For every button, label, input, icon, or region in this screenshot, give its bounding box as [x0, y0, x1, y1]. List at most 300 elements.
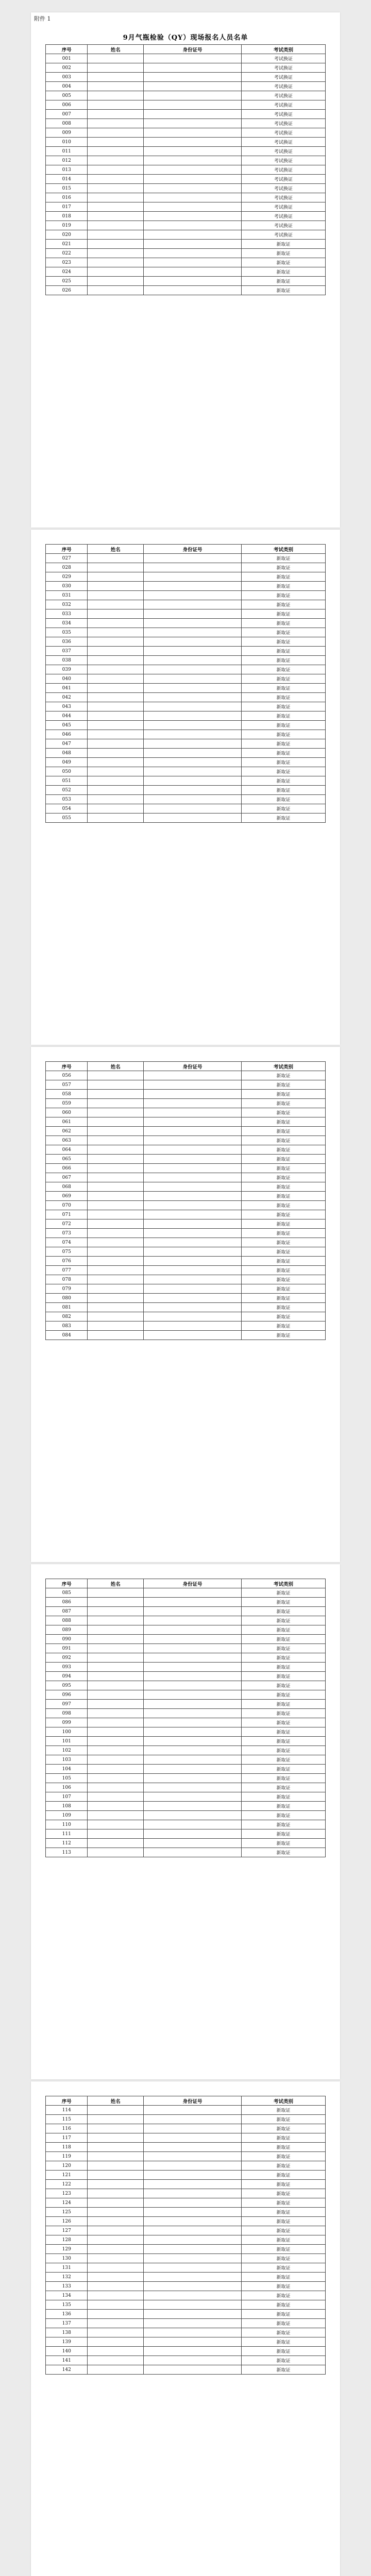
- row-number-cell: 078: [46, 1275, 88, 1284]
- id-number-cell: [144, 1653, 242, 1663]
- name-cell: [88, 63, 144, 73]
- row-number-cell: 121: [46, 2171, 88, 2180]
- table-row: [46, 1164, 326, 1173]
- exam-type-cell: 新取证: [242, 1839, 326, 1848]
- exam-type-cell: 新取证: [242, 2245, 326, 2254]
- id-number-cell: [144, 1164, 242, 1173]
- id-number-cell: [144, 1746, 242, 1755]
- exam-type-cell: 新取证: [242, 1266, 326, 1275]
- name-cell: [88, 2180, 144, 2189]
- name-cell: [88, 249, 144, 258]
- id-number-cell: [144, 1718, 242, 1727]
- row-number-cell: 094: [46, 1672, 88, 1681]
- name-cell: [88, 2356, 144, 2365]
- table-row: [46, 1690, 326, 1700]
- table-row: [46, 2245, 326, 2254]
- name-cell: [88, 1192, 144, 1201]
- exam-type-cell: 新取证: [242, 2273, 326, 2282]
- id-number-cell: [144, 1257, 242, 1266]
- row-number-cell: 052: [46, 786, 88, 795]
- id-number-cell: [144, 1210, 242, 1219]
- document-page: [31, 12, 340, 528]
- row-number-cell: 085: [46, 1588, 88, 1598]
- table-row: [46, 119, 326, 128]
- row-number-cell: 009: [46, 128, 88, 138]
- exam-type-cell: 新取证: [242, 554, 326, 563]
- table-row: [46, 1173, 326, 1182]
- row-number-cell: 073: [46, 1229, 88, 1238]
- table-row: [46, 138, 326, 147]
- table-row: [46, 258, 326, 267]
- table-row: [46, 2254, 326, 2263]
- id-number-cell: [144, 2310, 242, 2319]
- exam-type-cell: 新取证: [242, 1718, 326, 1727]
- name-cell: [88, 721, 144, 730]
- id-number-cell: [144, 767, 242, 776]
- table-header-row: [46, 1062, 326, 1071]
- exam-type-cell: 新取证: [242, 600, 326, 609]
- name-cell: [88, 128, 144, 138]
- id-number-cell: [144, 119, 242, 128]
- exam-type-cell: 新取证: [242, 776, 326, 786]
- name-cell: [88, 665, 144, 674]
- table-row: [46, 2152, 326, 2161]
- row-number-cell: 088: [46, 1616, 88, 1625]
- id-number-cell: [144, 54, 242, 63]
- row-number-cell: 098: [46, 1709, 88, 1718]
- name-cell: [88, 554, 144, 563]
- exam-type-cell: 新取证: [242, 1783, 326, 1792]
- id-number-cell: [144, 2180, 242, 2189]
- id-number-cell: [144, 165, 242, 175]
- attachment-label: 附件 1: [34, 15, 51, 22]
- name-cell: [88, 193, 144, 202]
- table-row: [46, 721, 326, 730]
- row-number-cell: 090: [46, 1635, 88, 1644]
- exam-type-cell: 新取证: [242, 2356, 326, 2365]
- row-number-cell: 107: [46, 1792, 88, 1802]
- name-cell: [88, 1173, 144, 1182]
- name-cell: [88, 572, 144, 582]
- exam-type-cell: 新取证: [242, 1099, 326, 1108]
- id-number-cell: [144, 1303, 242, 1312]
- row-number-cell: 036: [46, 637, 88, 647]
- id-number-cell: [144, 212, 242, 221]
- exam-type-cell: 考试换证: [242, 128, 326, 138]
- table-row: [46, 711, 326, 721]
- name-cell: [88, 1080, 144, 1090]
- id-number-cell: [144, 82, 242, 91]
- id-number-cell: [144, 1625, 242, 1635]
- row-number-cell: 023: [46, 258, 88, 267]
- id-number-cell: [144, 147, 242, 156]
- exam-type-cell: 新取证: [242, 665, 326, 674]
- exam-type-cell: 新取证: [242, 609, 326, 619]
- row-number-cell: 011: [46, 147, 88, 156]
- name-cell: [88, 138, 144, 147]
- row-number-cell: 070: [46, 1201, 88, 1210]
- row-number-cell: 118: [46, 2143, 88, 2152]
- exam-type-cell: 考试换证: [242, 147, 326, 156]
- id-number-cell: [144, 739, 242, 749]
- column-header: 序号: [46, 1579, 88, 1588]
- exam-type-cell: 新取证: [242, 2300, 326, 2310]
- table-row: [46, 1765, 326, 1774]
- table-row: [46, 2291, 326, 2300]
- id-number-cell: [144, 1755, 242, 1765]
- table-row: [46, 730, 326, 739]
- table-row: [46, 609, 326, 619]
- exam-type-cell: 新取证: [242, 1588, 326, 1598]
- column-header: 姓名: [88, 45, 144, 54]
- exam-type-cell: 新取证: [242, 1681, 326, 1690]
- exam-type-cell: 考试换证: [242, 54, 326, 63]
- name-cell: [88, 119, 144, 128]
- id-number-cell: [144, 693, 242, 702]
- id-number-cell: [144, 2337, 242, 2347]
- name-cell: [88, 2245, 144, 2254]
- exam-type-cell: 考试换证: [242, 230, 326, 240]
- exam-type-cell: 新取证: [242, 2161, 326, 2171]
- exam-type-cell: 新取证: [242, 1090, 326, 1099]
- id-number-cell: [144, 2152, 242, 2161]
- column-header: 身份证号: [144, 1062, 242, 1071]
- table-row: [46, 600, 326, 609]
- column-header: 姓名: [88, 545, 144, 554]
- name-cell: [88, 693, 144, 702]
- exam-type-cell: 新取证: [242, 1294, 326, 1303]
- id-number-cell: [144, 804, 242, 814]
- name-cell: [88, 1727, 144, 1737]
- row-number-cell: 114: [46, 2106, 88, 2115]
- exam-type-cell: 新取证: [242, 1765, 326, 1774]
- exam-type-cell: 新取证: [242, 786, 326, 795]
- row-number-cell: 109: [46, 1811, 88, 1820]
- exam-type-cell: 新取证: [242, 277, 326, 286]
- exam-type-cell: 新取证: [242, 2226, 326, 2235]
- exam-type-cell: 考试换证: [242, 184, 326, 193]
- table-row: [46, 684, 326, 693]
- table-row: [46, 1071, 326, 1080]
- exam-type-cell: 新取证: [242, 1108, 326, 1117]
- row-number-cell: 065: [46, 1155, 88, 1164]
- table-row: [46, 628, 326, 637]
- row-number-cell: 133: [46, 2282, 88, 2291]
- row-number-cell: 026: [46, 286, 88, 295]
- name-cell: [88, 2226, 144, 2235]
- name-cell: [88, 563, 144, 572]
- table-row: [46, 1737, 326, 1746]
- id-number-cell: [144, 2189, 242, 2198]
- row-number-cell: 128: [46, 2235, 88, 2245]
- column-header: 身份证号: [144, 45, 242, 54]
- id-number-cell: [144, 628, 242, 637]
- table-row: [46, 554, 326, 563]
- row-number-cell: 020: [46, 230, 88, 240]
- name-cell: [88, 2282, 144, 2291]
- id-number-cell: [144, 258, 242, 267]
- exam-type-cell: 新取证: [242, 582, 326, 591]
- exam-type-cell: 新取证: [242, 721, 326, 730]
- exam-type-cell: 新取证: [242, 1746, 326, 1755]
- exam-type-cell: 新取证: [242, 684, 326, 693]
- row-number-cell: 028: [46, 563, 88, 572]
- table-row: [46, 2106, 326, 2115]
- name-cell: [88, 609, 144, 619]
- row-number-cell: 038: [46, 656, 88, 665]
- row-number-cell: 027: [46, 554, 88, 563]
- row-number-cell: 030: [46, 582, 88, 591]
- table-row: [46, 1136, 326, 1145]
- id-number-cell: [144, 1727, 242, 1737]
- exam-type-cell: 新取证: [242, 693, 326, 702]
- exam-type-cell: 考试换证: [242, 73, 326, 82]
- exam-type-cell: 新取证: [242, 647, 326, 656]
- id-number-cell: [144, 1080, 242, 1090]
- name-cell: [88, 2291, 144, 2300]
- id-number-cell: [144, 1598, 242, 1607]
- table-row: [46, 1746, 326, 1755]
- name-cell: [88, 1238, 144, 1247]
- row-number-cell: 102: [46, 1746, 88, 1755]
- exam-type-cell: 新取证: [242, 674, 326, 684]
- id-number-cell: [144, 1616, 242, 1625]
- id-number-cell: [144, 1792, 242, 1802]
- id-number-cell: [144, 637, 242, 647]
- table-row: [46, 2365, 326, 2375]
- table-row: [46, 2217, 326, 2226]
- name-cell: [88, 2263, 144, 2273]
- id-number-cell: [144, 63, 242, 73]
- name-cell: [88, 1700, 144, 1709]
- row-number-cell: 117: [46, 2133, 88, 2143]
- row-number-cell: 072: [46, 1219, 88, 1229]
- exam-type-cell: 新取证: [242, 739, 326, 749]
- row-number-cell: 001: [46, 54, 88, 63]
- table-row: [46, 2273, 326, 2282]
- row-number-cell: 002: [46, 63, 88, 73]
- table-row: [46, 572, 326, 582]
- exam-type-cell: 考试换证: [242, 63, 326, 73]
- name-cell: [88, 267, 144, 277]
- table-row: [46, 1266, 326, 1275]
- id-number-cell: [144, 2115, 242, 2124]
- exam-type-cell: 新取证: [242, 1247, 326, 1257]
- name-cell: [88, 749, 144, 758]
- name-cell: [88, 628, 144, 637]
- name-cell: [88, 2217, 144, 2226]
- exam-type-cell: 新取证: [242, 1607, 326, 1616]
- row-number-cell: 006: [46, 100, 88, 110]
- name-cell: [88, 600, 144, 609]
- row-number-cell: 125: [46, 2208, 88, 2217]
- name-cell: [88, 674, 144, 684]
- name-cell: [88, 1099, 144, 1108]
- id-number-cell: [144, 674, 242, 684]
- row-number-cell: 095: [46, 1681, 88, 1690]
- name-cell: [88, 1672, 144, 1681]
- table-row: [46, 230, 326, 240]
- row-number-cell: 132: [46, 2273, 88, 2282]
- row-number-cell: 045: [46, 721, 88, 730]
- table-row: [46, 1247, 326, 1257]
- table-row: [46, 1783, 326, 1792]
- exam-type-cell: 新取证: [242, 1303, 326, 1312]
- id-number-cell: [144, 1607, 242, 1616]
- table-row: [46, 63, 326, 73]
- row-number-cell: 076: [46, 1257, 88, 1266]
- document-title: 9月气瓶检验（QY）现场报名人员名单: [123, 34, 248, 42]
- row-number-cell: 014: [46, 175, 88, 184]
- row-number-cell: 123: [46, 2189, 88, 2198]
- name-cell: [88, 1108, 144, 1117]
- id-number-cell: [144, 749, 242, 758]
- name-cell: [88, 2115, 144, 2124]
- row-number-cell: 074: [46, 1238, 88, 1247]
- table-header-row: [46, 2096, 326, 2106]
- row-number-cell: 016: [46, 193, 88, 202]
- exam-type-cell: 新取证: [242, 1127, 326, 1136]
- row-number-cell: 050: [46, 767, 88, 776]
- exam-type-cell: 新取证: [242, 1616, 326, 1625]
- id-number-cell: [144, 1331, 242, 1340]
- exam-type-cell: 新取证: [242, 286, 326, 295]
- name-cell: [88, 1219, 144, 1229]
- document-page: [31, 1564, 340, 2079]
- table-row: [46, 1755, 326, 1765]
- row-number-cell: 112: [46, 1839, 88, 1848]
- table-row: [46, 1090, 326, 1099]
- name-cell: [88, 1802, 144, 1811]
- name-cell: [88, 2310, 144, 2319]
- row-number-cell: 130: [46, 2254, 88, 2263]
- row-number-cell: 115: [46, 2115, 88, 2124]
- id-number-cell: [144, 1588, 242, 1598]
- exam-type-cell: 新取证: [242, 2328, 326, 2337]
- name-cell: [88, 156, 144, 165]
- row-number-cell: 081: [46, 1303, 88, 1312]
- table-row: [46, 2226, 326, 2235]
- row-number-cell: 053: [46, 795, 88, 804]
- row-number-cell: 003: [46, 73, 88, 82]
- exam-type-cell: 新取证: [242, 2337, 326, 2347]
- name-cell: [88, 1127, 144, 1136]
- table-row: [46, 776, 326, 786]
- table-row: [46, 156, 326, 165]
- name-cell: [88, 221, 144, 230]
- row-number-cell: 029: [46, 572, 88, 582]
- id-number-cell: [144, 2133, 242, 2143]
- table-row: [46, 2143, 326, 2152]
- exam-type-cell: 新取证: [242, 2291, 326, 2300]
- row-number-cell: 067: [46, 1173, 88, 1182]
- id-number-cell: [144, 128, 242, 138]
- id-number-cell: [144, 1127, 242, 1136]
- id-number-cell: [144, 1275, 242, 1284]
- id-number-cell: [144, 1820, 242, 1829]
- id-number-cell: [144, 2300, 242, 2310]
- exam-type-cell: 考试换证: [242, 165, 326, 175]
- table-row: [46, 1294, 326, 1303]
- name-cell: [88, 1755, 144, 1765]
- name-cell: [88, 2208, 144, 2217]
- exam-type-cell: 新取证: [242, 730, 326, 739]
- exam-type-cell: 考试换证: [242, 202, 326, 212]
- row-number-cell: 034: [46, 619, 88, 628]
- exam-type-cell: 新取证: [242, 656, 326, 665]
- name-cell: [88, 1164, 144, 1173]
- exam-type-cell: 新取证: [242, 1229, 326, 1238]
- exam-type-cell: 新取证: [242, 758, 326, 767]
- id-number-cell: [144, 758, 242, 767]
- row-number-cell: 012: [46, 156, 88, 165]
- row-number-cell: 086: [46, 1598, 88, 1607]
- name-cell: [88, 647, 144, 656]
- exam-type-cell: 新取证: [242, 1210, 326, 1219]
- name-cell: [88, 1718, 144, 1727]
- table-row: [46, 2282, 326, 2291]
- column-header: 考试类别: [242, 545, 326, 554]
- table-row: [46, 1644, 326, 1653]
- row-number-cell: 049: [46, 758, 88, 767]
- id-number-cell: [144, 286, 242, 295]
- id-number-cell: [144, 184, 242, 193]
- id-number-cell: [144, 2143, 242, 2152]
- table-row: [46, 2263, 326, 2273]
- table-row: [46, 674, 326, 684]
- row-number-cell: 046: [46, 730, 88, 739]
- table-row: [46, 1192, 326, 1201]
- column-header: 序号: [46, 45, 88, 54]
- id-number-cell: [144, 221, 242, 230]
- table-row: [46, 2235, 326, 2245]
- name-cell: [88, 1653, 144, 1663]
- table-row: [46, 1820, 326, 1829]
- row-number-cell: 100: [46, 1727, 88, 1737]
- row-number-cell: 096: [46, 1690, 88, 1700]
- exam-type-cell: 新取证: [242, 1700, 326, 1709]
- exam-type-cell: 新取证: [242, 1672, 326, 1681]
- exam-type-cell: 新取证: [242, 2198, 326, 2208]
- id-number-cell: [144, 730, 242, 739]
- column-header: 考试类别: [242, 2096, 326, 2106]
- id-number-cell: [144, 1802, 242, 1811]
- table-row: [46, 1117, 326, 1127]
- row-number-cell: 040: [46, 674, 88, 684]
- exam-type-cell: 新取证: [242, 804, 326, 814]
- name-cell: [88, 1257, 144, 1266]
- name-cell: [88, 1588, 144, 1598]
- table-row: [46, 1588, 326, 1598]
- exam-type-cell: 新取证: [242, 2310, 326, 2319]
- id-number-cell: [144, 2347, 242, 2356]
- id-number-cell: [144, 786, 242, 795]
- row-number-cell: 035: [46, 628, 88, 637]
- name-cell: [88, 258, 144, 267]
- row-number-cell: 137: [46, 2319, 88, 2328]
- name-cell: [88, 814, 144, 823]
- id-number-cell: [144, 665, 242, 674]
- table-row: [46, 110, 326, 119]
- row-number-cell: 064: [46, 1145, 88, 1155]
- id-number-cell: [144, 582, 242, 591]
- id-number-cell: [144, 1173, 242, 1182]
- row-number-cell: 083: [46, 1321, 88, 1331]
- roster-table: [45, 1061, 326, 1340]
- exam-type-cell: 新取证: [242, 1257, 326, 1266]
- id-number-cell: [144, 138, 242, 147]
- row-number-cell: 139: [46, 2337, 88, 2347]
